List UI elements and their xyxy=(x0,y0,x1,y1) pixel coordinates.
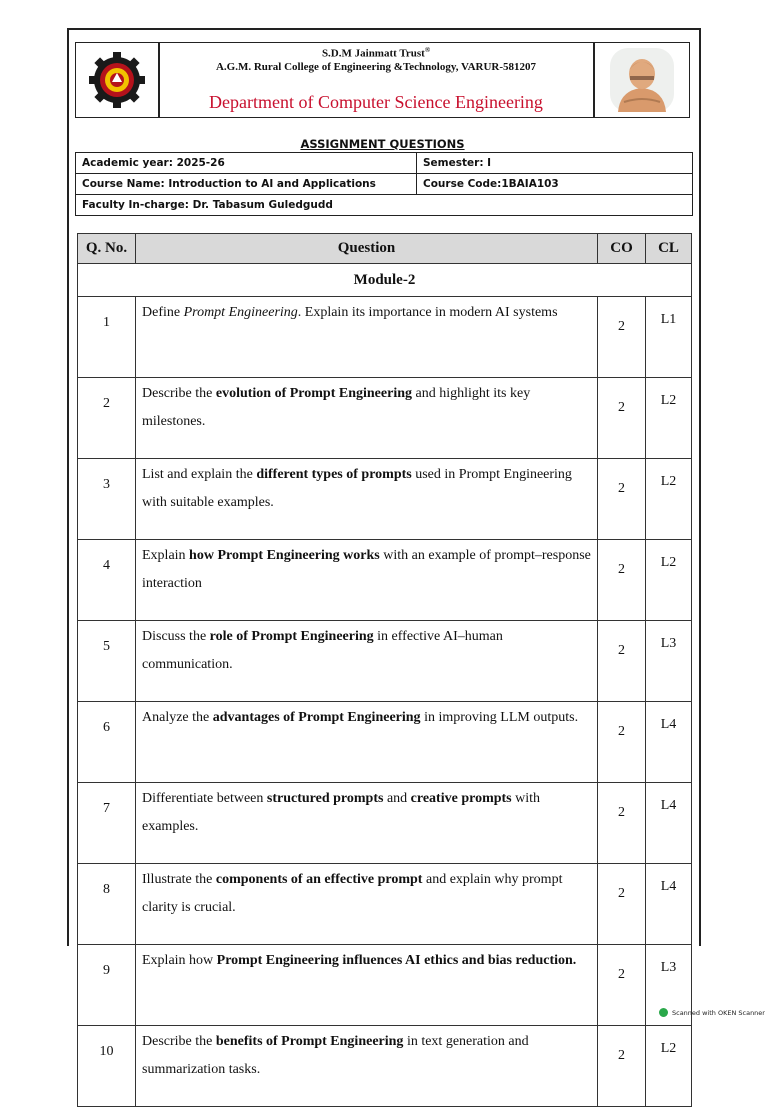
question-row xyxy=(78,945,692,1026)
course-outcome: 2 xyxy=(598,945,646,1026)
course-outcome: 2 xyxy=(598,297,646,378)
question-text-part: in effective AI–human communication. xyxy=(142,629,503,672)
question-text-part: in text generation and summarization tasks. xyxy=(142,1034,529,1077)
question-row xyxy=(78,864,692,945)
cognitive-level: L2 xyxy=(646,1026,692,1107)
question-text xyxy=(136,864,598,945)
question-number: 10 xyxy=(78,1026,136,1107)
course-outcome: 2 xyxy=(598,621,646,702)
scanner-watermark xyxy=(659,1008,765,1017)
question-text-bold: evolution of Prompt Engineering xyxy=(215,386,412,401)
college-name: A.G.M. Rural College of Engineering &Technology, VARUR-581207 xyxy=(215,61,537,73)
question-text-part: Define xyxy=(142,305,184,320)
table-header-row xyxy=(78,234,692,264)
question-text-bold: role of Prompt Engineering xyxy=(209,629,374,644)
question-text-part: with examples. xyxy=(142,791,541,834)
question-number: 3 xyxy=(78,459,136,540)
cognitive-level: L2 xyxy=(646,378,692,459)
academic-year: Academic year: 2025-26 xyxy=(76,153,417,174)
question-text xyxy=(136,378,598,459)
question-text-bold: Prompt Engineering influences AI ethics and bias reduction. xyxy=(216,953,577,968)
course-outcome: 2 xyxy=(598,540,646,621)
course-outcome: 2 xyxy=(598,459,646,540)
header-co: CO xyxy=(598,234,646,264)
cognitive-level: L3 xyxy=(646,945,692,1026)
question-text xyxy=(136,702,598,783)
question-row xyxy=(78,297,692,378)
cognitive-level: L4 xyxy=(646,864,692,945)
question-text-bold: advantages of Prompt Engineering xyxy=(212,710,421,725)
question-text-part: Illustrate the xyxy=(142,872,216,887)
question-text-part: Discuss the xyxy=(142,629,210,644)
header-cl: CL xyxy=(646,234,692,264)
letterhead xyxy=(75,42,690,118)
question-number: 4 xyxy=(78,540,136,621)
faculty-in-charge: Faculty In-charge: Dr. Tabasum Guledgudd xyxy=(76,195,693,216)
question-text-part: and explain why prompt clarity is crucial. xyxy=(142,872,563,915)
course-info-table xyxy=(75,152,693,216)
question-text-part: Describe the xyxy=(142,386,216,401)
question-text-bold: different types of prompts xyxy=(256,467,412,482)
course-outcome: 2 xyxy=(598,702,646,783)
course-outcome: 2 xyxy=(598,1026,646,1107)
question-text-part: in improving LLM outputs. xyxy=(420,710,579,725)
question-number: 9 xyxy=(78,945,136,1026)
question-text-bold: how Prompt Engineering works xyxy=(189,548,380,563)
cognitive-level: L2 xyxy=(646,459,692,540)
question-text-part: Differentiate between xyxy=(142,791,267,806)
scanner-text: Scanned with OKEN Scanner xyxy=(672,1008,765,1017)
founder-photo xyxy=(595,43,689,117)
college-logo xyxy=(76,43,158,117)
question-text xyxy=(136,783,598,864)
question-number: 7 xyxy=(78,783,136,864)
page-border-top xyxy=(67,28,701,30)
question-number: 1 xyxy=(78,297,136,378)
semester: Semester: I xyxy=(417,153,693,174)
question-text-part: Explain how xyxy=(142,953,217,968)
question-row xyxy=(78,378,692,459)
question-text xyxy=(136,459,598,540)
cognitive-level: L4 xyxy=(646,783,692,864)
cognitive-level: L1 xyxy=(646,297,692,378)
assignment-title: ASSIGNMENT QUESTIONS xyxy=(300,137,465,151)
cognitive-level: L3 xyxy=(646,621,692,702)
question-text-part: List and explain the xyxy=(142,467,257,482)
page-border-right xyxy=(699,28,701,946)
question-row xyxy=(78,540,692,621)
question-row xyxy=(78,702,692,783)
page-border-left xyxy=(67,28,69,946)
question-text xyxy=(136,621,598,702)
question-number: 8 xyxy=(78,864,136,945)
question-text xyxy=(136,945,598,1026)
question-text xyxy=(136,540,598,621)
question-text-bold: components of an effective prompt xyxy=(215,872,423,887)
question-text-part: and highlight its key milestones. xyxy=(142,386,531,429)
course-outcome: 2 xyxy=(598,864,646,945)
question-row xyxy=(78,783,692,864)
header-qno: Q. No. xyxy=(78,234,136,264)
header-question: Question xyxy=(136,234,598,264)
scanner-logo-icon xyxy=(659,1008,668,1017)
question-number: 6 xyxy=(78,702,136,783)
question-text-part: used in Prompt Engineering with suitable examples. xyxy=(142,467,572,510)
cognitive-level: L4 xyxy=(646,702,692,783)
question-row xyxy=(78,459,692,540)
questions-table xyxy=(77,233,692,1107)
course-outcome: 2 xyxy=(598,378,646,459)
question-row xyxy=(78,1026,692,1107)
question-text-part: Describe the xyxy=(142,1034,216,1049)
question-number: 2 xyxy=(78,378,136,459)
course-outcome: 2 xyxy=(598,783,646,864)
question-text-italic: Prompt Engineering xyxy=(183,305,298,320)
question-text xyxy=(136,1026,598,1107)
module-row xyxy=(78,264,692,297)
cognitive-level: L2 xyxy=(646,540,692,621)
question-text-part: Explain xyxy=(142,548,190,563)
module-label: Module-2 xyxy=(78,264,692,297)
course-name: Course Name: Introduction to AI and Applications xyxy=(76,174,417,195)
question-text xyxy=(136,297,598,378)
question-text-bold: benefits of Prompt Engineering xyxy=(215,1034,404,1049)
question-number: 5 xyxy=(78,621,136,702)
question-text-part: Analyze the xyxy=(142,710,213,725)
question-row xyxy=(78,621,692,702)
question-text-part: with an example of prompt–response interaction xyxy=(142,548,591,591)
question-text-part: . Explain its importance in modern AI systems xyxy=(297,305,558,320)
department-name: Department of Computer Science Engineering xyxy=(209,92,543,112)
trust-name: S.D.M Jainmatt Trust® xyxy=(321,46,431,60)
question-text-bold: structured prompts xyxy=(266,791,384,806)
gear-logo-icon xyxy=(88,51,146,109)
question-text-bold: creative prompts xyxy=(410,791,512,806)
course-code: Course Code:1BAIA103 xyxy=(417,174,693,195)
question-text-part: and xyxy=(383,791,411,806)
portrait-icon xyxy=(610,48,674,112)
